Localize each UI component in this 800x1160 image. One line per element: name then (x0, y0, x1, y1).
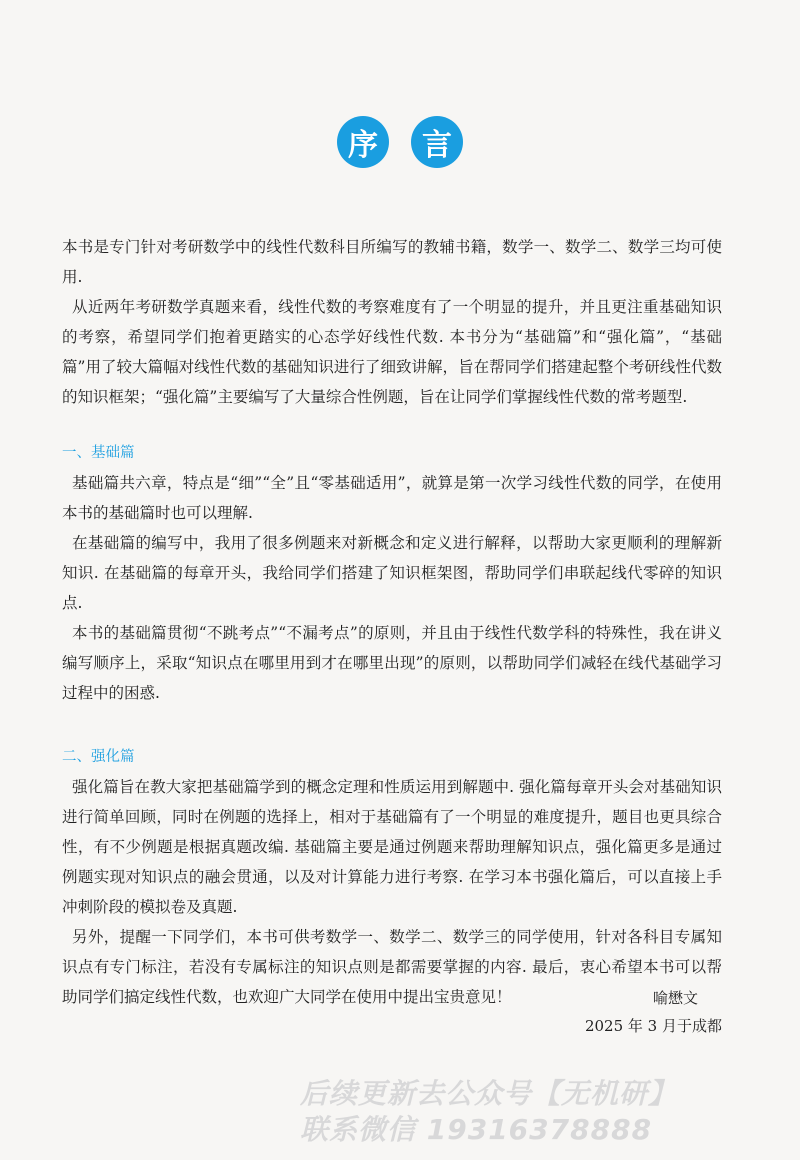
signature-date: 2025 年 3 月于成都 (584, 1017, 722, 1035)
section-heading-basic: 一、基础篇 (62, 445, 135, 461)
author-name: 喻懋文 (652, 989, 698, 1007)
section-paragraph: 基础篇共六章，特点是“细”“全”且“零基础适用”，就算是第一次学习线性代数的同学，在使用本书的基础篇时也可以理解. (62, 474, 722, 522)
section-heading-advanced: 二、强化篇 (62, 749, 135, 765)
title-char-circle: 言 (411, 116, 463, 168)
section-paragraph: 另外，提醒一下同学们，本书可供考数学一、数学二、数学三的同学使用，针对各科目专属知识点有专门标注，若没有专属标注的知识点则是都需要掌握的内容. 最后，衷心希望本书可以帮助同学们搞定线性代数，也欢迎广大同学在使用中提出宝贵意见！ (62, 928, 722, 1006)
page-title (0, 116, 800, 168)
intro-paragraph: 本书是专门针对考研数学中的线性代数科目所编写的教辅书籍，数学一、数学二、数学三均可使用. (62, 238, 722, 286)
section-paragraph: 强化篇旨在教大家把基础篇学到的概念定理和性质运用到解题中. 强化篇每章开头会对基础知识进行简单回顾，同时在例题的选择上，相对于基础篇有了一个明显的难度提升，题目也更具综合性，有不少例题是根据真题改编. 基础篇主要是通过例题来帮助理解知识点，强化篇更多是通过例题实现对知识点的融会贯通，以及对计算能力进行考察. 在学习本书强化篇后，可以直接上手冲刺阶段的模拟卷及真题. (62, 778, 722, 916)
intro-paragraph: 从近两年考研数学真题来看，线性代数的考察难度有了一个明显的提升，并且更注重基础知识的考察，希望同学们抱着更踏实的心态学好线性代数. 本书分为“基础篇”和“强化篇”，“基础篇”用了较大篇幅对线性代数的基础知识进行了细致讲解，旨在帮同学们搭建起整个考研线性代数的知识框架；“强化篇”主要编写了大量综合性例题，旨在让同学们掌握线性代数的常考题型. (62, 298, 722, 406)
watermark (300, 1076, 720, 1148)
title-char-circle: 序 (337, 116, 389, 168)
watermark-line: 联系微信 19316378888 (300, 1113, 653, 1146)
signature-block (585, 984, 722, 1040)
watermark-line: 后续更新去公众号【无机研】 (300, 1077, 678, 1110)
section-paragraph: 在基础篇的编写中，我用了很多例题来对新概念和定义进行解释，以帮助大家更顺利的理解新知识. 在基础篇的每章开头，我给同学们搭建了知识框架图，帮助同学们串联起线代零碎的知识点. (62, 534, 722, 612)
preface-body (62, 232, 722, 1012)
section-paragraph: 本书的基础篇贯彻“不跳考点”“不漏考点”的原则，并且由于线性代数学科的特殊性，我在讲义编写顺序上，采取“知识点在哪里用到才在哪里出现”的原则，以帮助同学们减轻在线代基础学习过程中的困惑. (62, 624, 722, 702)
